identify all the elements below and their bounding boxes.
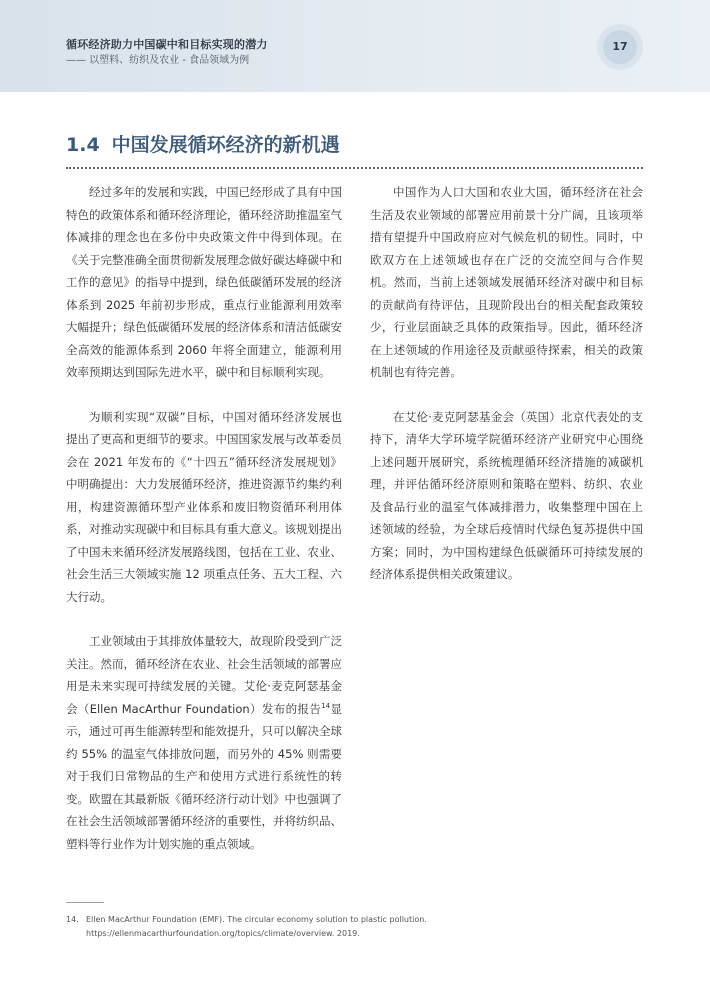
paragraph: 在艾伦·麦克阿瑟基金会（英国）北京代表处的支持下，清华大学环境学院循环经济产业研究中心围绕上述问题开展研究，系统梳理循环经济措施的减碳机理，并评估循环经济原则和策略在塑料、纺织、农业及食品行业的温室气体减排潜力，收集整理中国在上述领域的经验，为全球后疫情时代绿色复苏提供中国方案；同时，为中国构建绿色低碳循环可持续发展的经济体系提供相关政策建议。	[370, 409, 643, 581]
section-heading	[66, 130, 340, 157]
report-subtitle: —— 以塑料、纺织及农业 - 食品领域为例	[66, 55, 250, 66]
section-divider	[66, 167, 643, 169]
paragraph: 经过多年的发展和实践，中国已经形成了具有中国特色的政策体系和循环经济理论，循环经济助推温室气体减排的理念也在多份中央政策文件中得到体现。在《关于完整准确全面贯彻新发展理念做好碳达峰碳中和工作的意见》的指导中提到，绿色低碳循环发展的经济体系到 2025 年前初步形成，重点行业能源利用效率大幅提升；绿色低碳循环发展的经济体系和清洁低碳安全高效的能源体系到 2060 年将全面建立，能源利用效率预期达到国际先进水平，碳中和目标顺利实现。	[66, 185, 342, 379]
paragraph: 为顺利实现“双碳”目标，中国对循环经济发展也提出了更高和更细节的要求。中国国家发展与改革委员会在 2021 年发布的《“十四五”循环经济发展规划》中明确提出：大力发展循环经济，推进资源节约集约利用，构建资源循环型产业体系和废旧物资循环利用体系，对推动实现碳中和目标具有重大意义。该规划提出了中国未来循环经济发展路线图，包括在工业、农业、社会生活三大领域实施 12 项重点任务、五大工程、六大行动。	[66, 409, 342, 604]
footnote-number: 14.	[66, 915, 79, 924]
footnote-reference[interactable]: 14	[321, 701, 331, 710]
section-number: 1.4	[66, 134, 100, 156]
left-column	[66, 181, 342, 877]
page-number: 17	[612, 40, 628, 53]
footnote	[66, 913, 626, 940]
footnote-divider	[66, 902, 104, 903]
page-header	[0, 0, 710, 92]
page-number-badge	[603, 30, 637, 64]
section-title: 中国发展循环经济的新机遇	[111, 134, 340, 156]
paragraph-text: 工业领域由于其排放体量较大，故现阶段受到广泛关注。然而，循环经济在农业、社会生活领域的部署应用是未来实现可持续发展的关键。艾伦·麦克阿瑟基金会（Ellen MacArthur Foundation）发布的报告	[66, 634, 342, 716]
paragraph: 中国作为人口大国和农业大国，循环经济在社会生活及农业领域的部署应用前景十分广阔，且该项举措有望提升中国政府应对气候危机的韧性。同时，中欧双方在上述领域也存在广泛的交流空间与合作契机。然而，当前上述领域发展循环经济对碳中和目标的贡献尚有待评估，且现阶段出台的相关配套政策较少，行业层面缺乏具体的政策指导。因此，循环经济在上述领域的作用途径及贡献亟待探索，相关的政策机制也有待完善。	[370, 185, 643, 379]
footnote-text: Ellen MacArthur Foundation (EMF). The circular economy solution to plastic pollution. https://ellenmacarthurfoundation.org/topics/climate/overview. 2019.	[86, 915, 427, 938]
paragraph	[66, 630, 342, 855]
report-title: 循环经济助力中国碳中和目标实现的潜力	[66, 38, 268, 51]
right-column	[370, 181, 643, 608]
paragraph-text: 显示，通过可再生能源转型和能效提升，只可以解决全球约 55% 的温室气体排放问题，而另外的 45% 则需要对于我们日常物品的生产和使用方式进行系统性的转变。欧盟在其最新版《循环经济行动计划》中也强调了在社会生活领域部署循环经济的重要性，并将纺织品、塑料等行业作为计划实施的重点领域。	[66, 701, 343, 851]
